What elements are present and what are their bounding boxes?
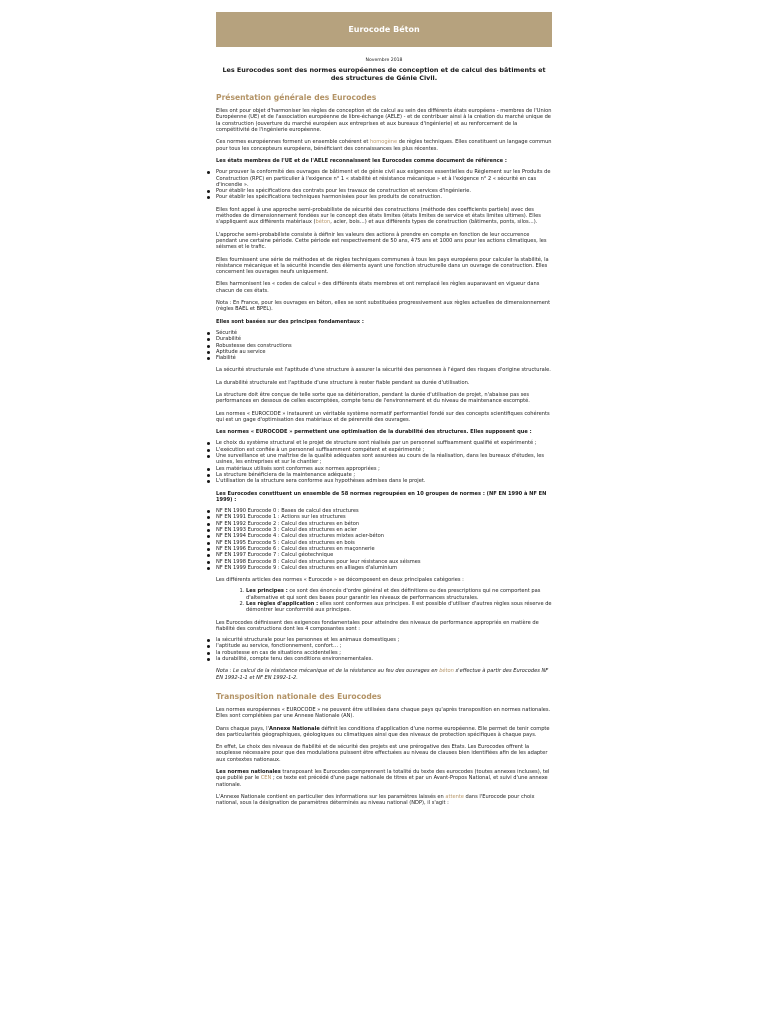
note-paragraph: Nota : Le calcul de la résistance mécanique et de la résistance au feu des ouvrages en béton s'effectue à partir des Eurocodes NF EN 1992-1-1 et NF EN 1992-1-2. (216, 668, 549, 681)
list-item: Pour prouver la conformité des ouvrages de bâtiment et de génie civil aux exigences essentielles du Règlement sur les Produits de Construction (RPC) en particulier à l'exigence n° 1 « stabilité et résistance mécanique » et à l'exigence n° 2 « sécurité en cas d'incendie ». (216, 169, 551, 188)
list-item: la robustesse en cas de situations accidentelles ; (216, 650, 552, 656)
paragraph: La durabilité structurale est l'aptitude d'une structure à rester fiable pendant sa durée d'utilisation. (216, 379, 470, 386)
paragraph: Ces normes européennes forment un ensemble cohérent et homogène de règles techniques. Elles constituent un langage commun pour tous les concepteurs européens, bénéficiant des connaissances les plus récentes. (216, 139, 552, 152)
section-title-presentation: Présentation générale des Eurocodes (216, 93, 377, 103)
assumptions-list (216, 440, 552, 484)
list-item: NF EN 1991 Eurocode 1 : Actions sur les structures (216, 514, 552, 520)
link-attente[interactable]: attente (445, 793, 464, 800)
list-item: 2. Les règles d'application : elles sont conformes aux principes. Il est possible d'utiliser d'autres règles sous réserve de démontrer leur conformité aux principes. (246, 601, 552, 614)
paragraph: Elles harmonisent les « codes de calcul » des différents états membres et ont remplacé les règles auparavant en vigueur dans chacun de ces états. (216, 281, 540, 294)
list-item: NF EN 1994 Eurocode 4 : Calcul des structures mixtes acier-béton (216, 533, 552, 539)
header-banner (216, 12, 552, 47)
list-item: NF EN 1998 Eurocode 8 : Calcul des structures pour leur résistance aux séismes (216, 559, 552, 565)
paragraph: Elles font appel à une approche semi-probabiliste de sécurité des constructions (méthode des coefficients partiels) avec des méthodes de dimensionnement fondées sur le concept des états limites (états limites de service et états limites ultimes). Elles s'appliquent aux différents matériaux (béton, acier, bois…) et aux différents types de construction (bâtiments, ponts, silos…). (216, 206, 541, 226)
list-item: NF EN 1996 Eurocode 6 : Calcul des structures en maçonnerie (216, 546, 552, 552)
list-item: La structure bénéficiera de la maintenance adéquate ; (216, 472, 552, 478)
subheading-states: Les états membres de l'UE et de l'AELE reconnaissent les Eurocodes comme document de référence : (216, 157, 507, 164)
components-list (216, 637, 552, 662)
link-cen[interactable]: CEN (260, 775, 272, 782)
paragraph: La structure doit être conçue de telle sorte que sa détérioration, pendant la durée d'utilisation de projet, n'abaisse pas ses performances en dessous de celles escomptées, compte tenu de l'environnement et du niveau de maintenance escompté. (216, 391, 530, 405)
paragraph: Dans chaque pays, l'Annexe Nationale définit les conditions d'application d'une norme européenne. Elle permet de tenir compte des particularités géographiques, géologiques ou climatiques ainsi que des niveaux de protection spécifiques à chaque pays. (216, 725, 550, 738)
list-item: Fiabilité (216, 355, 552, 361)
list-item: NF EN 1993 Eurocode 3 : Calcul des structures en acier (216, 527, 552, 533)
list-item: NF EN 1997 Eurocode 7 : Calcul géotechnique (216, 552, 552, 558)
section-title-transposition: Transposition nationale des Eurocodes (216, 691, 382, 701)
paragraph: La sécurité structurale est l'aptitude d'une structure à assurer la sécurité des personnes à l'égard des risques d'origine structurale. (216, 367, 551, 374)
list-item: Aptitude au service (216, 349, 552, 355)
paragraph: Les différents articles des normes « Eurocode » se décomposent en deux principales catégories : (216, 577, 464, 584)
list-item: L'utilisation de la structure sera conforme aux hypothèses admises dans le projet. (216, 478, 552, 484)
list-item: Le choix du système structural et le projet de structure sont réalisés par un personnel suffisamment qualifié et expérimenté ; (216, 440, 552, 446)
document (216, 12, 552, 807)
subheading-principles: Elles sont basées sur des principes fondamentaux : (216, 318, 364, 325)
paragraph: L'approche semi-probabiliste consiste à définir les valeurs des actions à prendre en compte en fonction de leur occurrence pendant une certaine période. Cette période est respectivement de 50 ans, 475 ans et 1000 ans pour les actions climatiques, les séismes et le trafic. (216, 231, 547, 251)
paragraph: Les normes européennes « EUROCODE » ne peuvent être utilisées dans chaque pays qu'après transposition en normes nationales. Elles sont complétées par une Annexe Nationale (AN). (216, 706, 551, 720)
list-item: Sécurité (216, 330, 552, 336)
page-title: Eurocode Béton (348, 25, 420, 34)
list-item: NF EN 1995 Eurocode 5 : Calcul des structures en bois (216, 540, 552, 546)
paragraph: Les normes « EUROCODE » instaurent un véritable système normatif performantiel fondé sur des concepts scientifiques cohérents qui est un gage d'optimisation des matériaux et de pérennité des ouvrages. (216, 410, 550, 423)
paragraph: Les Eurocodes définissent des exigences fondamentales pour atteindre des niveaux de performance appropriés en matière de fiabilité des constructions dont les 4 composantes sont : (216, 619, 539, 632)
list-item: Robustesse des constructions (216, 343, 552, 349)
list-item: 1. Les principes : ce sont des énoncés d'ordre général et des définitions ou des prescriptions qui ne comportent pas d'alternative et qui sont des bases pour garantir les niveaux de performances structurales. (246, 588, 552, 601)
link-beton[interactable]: béton (315, 219, 331, 226)
paragraph: L'Annexe Nationale contient en particulier des informations sur les paramètres laissés en attente dans l'Eurocode pour choix national, sous la désignation de paramètres déterminés au niveau national (NDP), il s'agit : (216, 793, 535, 807)
list-item: Pour établir les spécifications techniques harmonisées pour les produits de construction. (216, 194, 552, 200)
list-item: la sécurité structurale pour les personnes et les animaux domestiques ; (216, 637, 552, 643)
subheading-assume: Les normes « EUROCODE » permettent une optimisation de la durabilité des structures. Elles supposent que : (216, 429, 532, 436)
list-item: Une surveillance et une maîtrise de la qualité adéquates sont assurées au cours de la réalisation, dans les bureaux d'études, les usines, les entreprises et sur le chantier ; (216, 453, 552, 466)
list-item: NF EN 1990 Eurocode 0 : Bases de calcul des structures (216, 508, 552, 514)
principles-list (216, 330, 552, 361)
subheading-norms: Les Eurocodes constituent un ensemble de 58 normes regroupées en 10 groupes de normes : (NF EN 1990 à NF EN 1999) : (216, 490, 547, 503)
lead-text: Les Eurocodes sont des normes européennes de conception et de calcul des bâtiments et des structures de Génie Civil. (222, 66, 546, 82)
list-item: Pour établir les spécifications des contrats pour les travaux de construction et services d'ingénierie. (216, 188, 552, 194)
categories-list (238, 588, 552, 613)
paragraph: Nota : En France, pour les ouvrages en béton, elles se sont substituées progressivement aux règles actuelles de dimensionnement (règles BAEL et BPEL). (216, 300, 551, 313)
paragraph: Elles fournissent une série de méthodes et de règles techniques communes à tous les pays européens pour calculer la stabilité, la résistance mécanique et la sécurité incendie des éléments ayant une fonction structurelle dans un ouvrage de construction. Elles concernent les ouvrages neufs uniquement. (216, 256, 549, 276)
paragraph: Les normes nationales transposant les Eurocodes comprennent la totalité du texte des eurocodes (toutes annexes incluses), tel que publié par le CEN ; ce texte est précédé d'une page nationale de titres et par un Avant-Propos National, et suivi d'une annexe nationale. (216, 769, 550, 788)
paragraph: Elles ont pour objet d'harmoniser les règles de conception et de calcul au sein des différents états européens - membres de l'Union Européenne (UE) et de l'association européenne de libre-échange (AELE) - et de contribuer ainsi à la création du marché unique de la construction (ouverture du marché européen aux entreprises et aux bureaux d'ingénierie) et au renforcement de la compétitivité de l'ingénierie européenne. (216, 108, 552, 134)
list-item: L'exécution est confiée à un personnel suffisamment compétent et expérimenté ; (216, 447, 552, 453)
publication-date: Novembre 2018 (365, 58, 403, 63)
list-item: Durabilité (216, 336, 552, 342)
list-item: Les matériaux utilisés sont conformes aux normes appropriées ; (216, 466, 552, 472)
list-item: l'aptitude au service, fonctionnement, confort… ; (216, 643, 552, 649)
norms-list (216, 508, 552, 571)
states-list (216, 169, 552, 200)
list-item: la durabilité, compte tenu des conditions environnementales. (216, 656, 552, 662)
list-item: NF EN 1992 Eurocode 2 : Calcul des structures en béton (216, 521, 552, 527)
list-item: NF EN 1999 Eurocode 9 : Calcul des structures en alliages d'aluminium (216, 565, 552, 571)
link-homogene[interactable]: homogène (369, 139, 398, 146)
link-beton[interactable]: béton (439, 668, 454, 675)
paragraph: En effet, Le choix des niveaux de fiabilité et de sécurité des projets est une prérogative des Etats. Les Eurocodes offrent la souplesse nécessaire pour que des modulations puissent être effectuées au niveau de clauses bien identifiées afin de les adapter aux contextes nationaux. (216, 744, 548, 763)
